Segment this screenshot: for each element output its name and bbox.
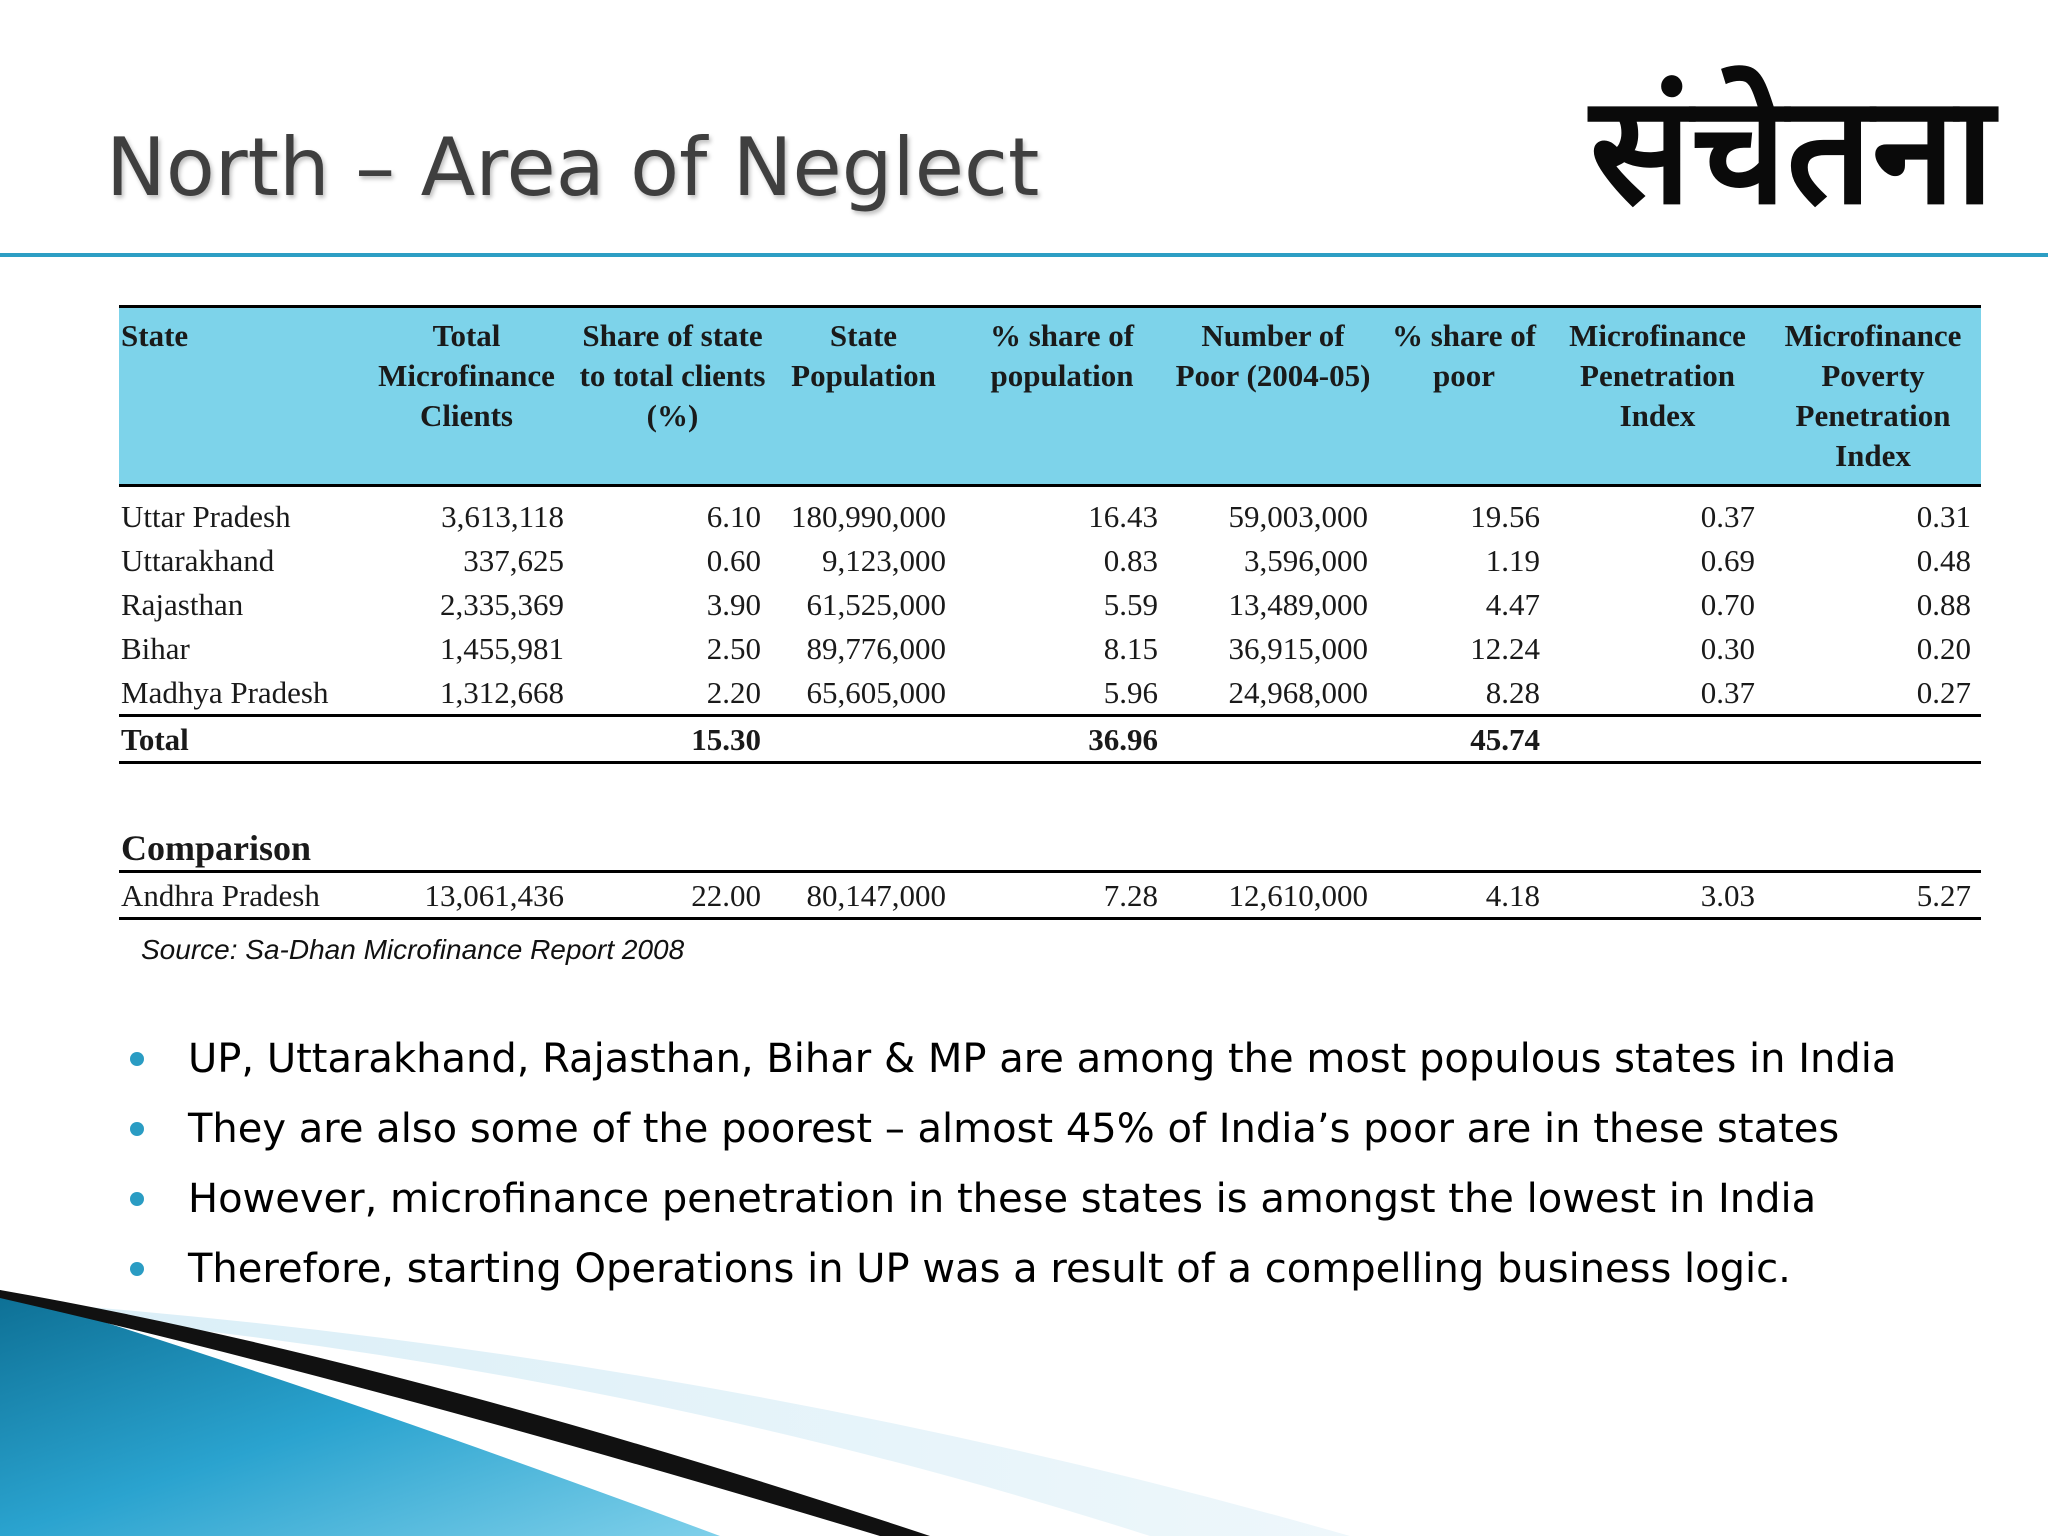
table-cell: 36,915,000 — [1228, 631, 1368, 666]
microfinance-table — [119, 305, 1981, 920]
header-number-poor: Number of Poor (2004-05) — [1168, 307, 1378, 486]
table-row — [119, 670, 1981, 716]
table-cell — [771, 716, 956, 763]
header-penetration-index: Microfinance Penetration Index — [1550, 307, 1765, 486]
header-poverty-penetration-index: Microfinance Poverty Penetration Index — [1765, 307, 1981, 486]
total-share-population: 36.96 — [956, 716, 1168, 763]
table-cell: 0.88 — [1916, 587, 1971, 622]
table-cell — [1550, 716, 1765, 763]
table-cell: 2.20 — [706, 675, 761, 710]
table-cell — [359, 716, 574, 763]
table-cell: 80,147,000 — [771, 872, 956, 919]
table-row — [119, 486, 1981, 539]
table-cell: 0.27 — [1916, 675, 1971, 710]
state-name: Uttarakhand — [121, 543, 275, 578]
total-row — [119, 716, 1981, 763]
table-cell: 3.90 — [706, 587, 761, 622]
header-share-clients: Share of state to total clients (%) — [574, 307, 771, 486]
state-name: Andhra Pradesh — [119, 872, 359, 919]
table-cell: 13,489,000 — [1228, 587, 1368, 622]
table-cell: 12.24 — [1470, 631, 1540, 666]
table-cell: 61,525,000 — [806, 587, 946, 622]
table-cell: 13,061,436 — [359, 872, 574, 919]
table-cell: 0.37 — [1700, 499, 1755, 534]
state-name: Rajasthan — [121, 587, 244, 622]
table-cell: 5.27 — [1765, 872, 1981, 919]
table-cell: 0.20 — [1916, 631, 1971, 666]
table-cell: 5.59 — [1103, 587, 1158, 622]
table-cell: 3,596,000 — [1244, 543, 1368, 578]
bullet-text: UP, Uttarakhand, Rajasthan, Bihar & MP are among the most populous states in India — [188, 1036, 1897, 1082]
table-cell: 3.03 — [1550, 872, 1765, 919]
table-cell: 0.48 — [1916, 543, 1971, 578]
table-cell: 0.30 — [1700, 631, 1755, 666]
table-cell: 16.43 — [1088, 499, 1158, 534]
table-row — [119, 538, 1981, 582]
sanchetna-logo — [1556, 22, 2028, 222]
bullet-item — [130, 1030, 1896, 1100]
table-cell: 180,990,000 — [791, 499, 946, 534]
table-cell: 4.18 — [1378, 872, 1550, 919]
header-state: State — [119, 307, 359, 486]
table-cell: 65,605,000 — [806, 675, 946, 710]
table-cell: 2,335,369 — [440, 587, 564, 622]
table-header-row — [119, 307, 1981, 486]
bullet-dot-icon — [130, 1052, 144, 1066]
table-cell: 8.28 — [1485, 675, 1540, 710]
logo-text: संचेतना — [1589, 64, 1995, 222]
table-cell: 59,003,000 — [1228, 499, 1368, 534]
table-cell — [1168, 716, 1378, 763]
table-cell: 12,610,000 — [1168, 872, 1378, 919]
header-total-clients: Total Microfinance Clients — [359, 307, 574, 486]
table-cell: 2.50 — [706, 631, 761, 666]
table-row — [119, 626, 1981, 670]
table-cell: 337,625 — [463, 543, 564, 578]
table-cell: 0.83 — [1103, 543, 1158, 578]
table-cell: 89,776,000 — [806, 631, 946, 666]
state-name: Uttar Pradesh — [121, 499, 291, 534]
table-cell: 1,455,981 — [440, 631, 564, 666]
table-cell: 0.69 — [1700, 543, 1755, 578]
table-cell: 1,312,668 — [440, 675, 564, 710]
bullet-item — [130, 1170, 1896, 1240]
table-cell: 0.60 — [706, 543, 761, 578]
total-share-poor: 45.74 — [1378, 716, 1550, 763]
table-cell: 6.10 — [706, 499, 761, 534]
comparison-heading: Comparison — [119, 825, 1981, 872]
table-cell: 8.15 — [1103, 631, 1158, 666]
table-cell: 22.00 — [574, 872, 771, 919]
comparison-row — [119, 872, 1981, 919]
state-name: Madhya Pradesh — [121, 675, 329, 710]
comparison-heading-row — [119, 825, 1981, 872]
table-cell: 0.31 — [1916, 499, 1971, 534]
header-state-population: State Population — [771, 307, 956, 486]
bullet-dot-icon — [130, 1122, 144, 1136]
table-cell: 0.37 — [1700, 675, 1755, 710]
source-note: Source: Sa-Dhan Microfinance Report 2008 — [141, 934, 685, 965]
table-cell: 19.56 — [1470, 499, 1540, 534]
bullet-item — [130, 1100, 1896, 1170]
bullet-list — [130, 1030, 1896, 1310]
decorative-swoosh — [0, 1290, 2048, 1536]
table-cell: 3,613,118 — [441, 499, 564, 534]
total-label: Total — [119, 716, 359, 763]
title-divider — [0, 253, 2048, 257]
table-cell: 1.19 — [1485, 543, 1540, 578]
state-name: Bihar — [121, 631, 190, 666]
slide-title: North – Area of Neglect — [106, 121, 1040, 214]
table-cell: 9,123,000 — [822, 543, 946, 578]
bullet-dot-icon — [130, 1262, 144, 1276]
bullet-text: Therefore, starting Operations in UP was a result of a compelling business logic. — [188, 1246, 1791, 1292]
table-spacer — [119, 763, 1981, 826]
bullet-text: However, microfinance penetration in these states is amongst the lowest in India — [188, 1176, 1817, 1222]
header-share-population: % share of population — [956, 307, 1168, 486]
swoosh-teal-band — [0, 1290, 720, 1536]
table-row — [119, 582, 1981, 626]
table-cell: 4.47 — [1485, 587, 1540, 622]
table-cell: 5.96 — [1103, 675, 1158, 710]
table-cell: 24,968,000 — [1228, 675, 1368, 710]
table-cell — [1765, 716, 1981, 763]
header-share-poor: % share of poor — [1378, 307, 1550, 486]
table-cell: 7.28 — [956, 872, 1168, 919]
bullet-dot-icon — [130, 1192, 144, 1206]
table-cell: 0.70 — [1700, 587, 1755, 622]
bullet-text: They are also some of the poorest – almost 45% of India’s poor are in these states — [188, 1106, 1840, 1152]
total-share-clients: 15.30 — [574, 716, 771, 763]
